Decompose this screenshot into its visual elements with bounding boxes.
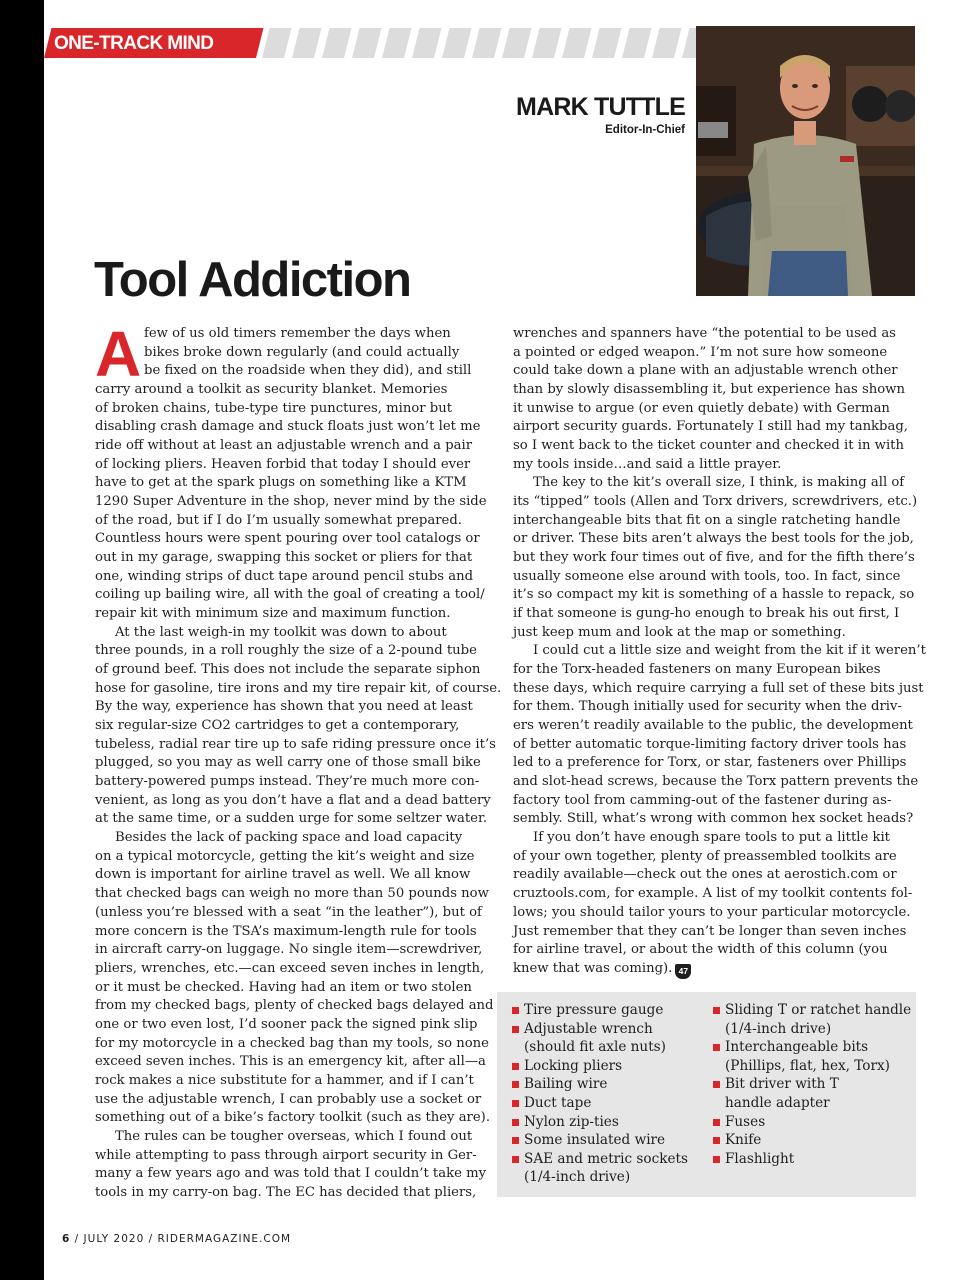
text-line-content: of locking pliers. Heaven forbid that today I should ever: [95, 456, 471, 472]
text-line-content: so I went back to the ticket counter and checked it in with: [513, 438, 904, 454]
text-line: [95, 381, 481, 400]
toolkit-item-label: Knife: [725, 1132, 762, 1149]
text-line: [95, 530, 481, 549]
toolkit-item-detail: (Phillips, flat, hex, Torx): [725, 1057, 890, 1074]
article-column-right: [513, 325, 926, 979]
text-line: [513, 904, 911, 923]
text-line: [95, 418, 481, 437]
text-line: [513, 586, 915, 605]
text-line-content: (unless you’re blessed with a seat “in the leather”), but of: [95, 904, 482, 920]
text-line: [513, 923, 907, 942]
toolkit-item: [512, 1150, 707, 1187]
interstate-shield-icon: 47: [675, 964, 691, 979]
text-line: [95, 605, 481, 624]
text-line-content: ers weren’t readily available to the public, the development: [513, 718, 913, 734]
text-line: [513, 418, 908, 437]
text-line-content: these days, which require carrying a full set of these bits just: [513, 680, 924, 696]
text-line-content: of better automatic torque-limiting factory driver tools has: [513, 736, 907, 752]
text-line-content: if that someone is gung-ho enough to break his out first, I: [513, 606, 900, 622]
toolkit-item: [713, 1038, 913, 1075]
text-line-content: something out of a bike’s factory toolkit (such as they are).: [95, 1110, 491, 1126]
text-line-content: from my checked bags, plenty of checked bags delayed and: [95, 998, 494, 1014]
text-line: [513, 605, 899, 624]
text-line: [513, 866, 899, 885]
text-line: [95, 661, 481, 680]
text-line: [95, 642, 481, 661]
footer-separator: /: [148, 1233, 158, 1245]
text-line-content: more concern is the TSA’s maximum-length rule for tools: [95, 923, 477, 939]
toolkit-item-label: Tire pressure gauge: [524, 1002, 664, 1018]
page-footer: [62, 1233, 291, 1245]
author-photo: [696, 26, 915, 296]
text-line: [95, 792, 491, 811]
toolkit-item: [713, 1150, 913, 1169]
text-line: [95, 1109, 491, 1128]
text-line-content: wrenches and spanners have “the potential to be used as: [513, 326, 896, 341]
text-line: [513, 717, 913, 736]
text-line: [513, 568, 899, 587]
text-line-content: but they work four times out of five, and for the fifth there’s: [513, 550, 915, 566]
text-line: [95, 1147, 481, 1166]
text-line-content: The key to the kit’s overall size, I think, is making all of: [533, 475, 905, 491]
text-line-content: bikes broke down regularly (and could actually: [144, 344, 460, 360]
text-line: [95, 1128, 481, 1147]
text-line: [95, 829, 481, 848]
text-line: [513, 549, 915, 568]
text-line-content: for my motorcycle in a checked bag than my tools, so none: [95, 1035, 489, 1051]
text-line: [95, 1165, 487, 1184]
section-label: ONE-TRACK MIND: [54, 33, 214, 54]
toolkit-item-detail: (1/4-inch drive): [524, 1169, 631, 1186]
toolkit-item-detail: (should fit axle nuts): [524, 1039, 666, 1056]
text-line-content: be fixed on the roadside when they did), and still: [144, 363, 472, 379]
footer-separator: /: [74, 1233, 84, 1245]
text-line: [95, 885, 489, 904]
text-line: [513, 344, 899, 363]
toolkit-item-label: Duct tape: [524, 1094, 592, 1111]
toolkit-item-label: Bailing wire: [524, 1076, 608, 1093]
text-line-content: that checked bags can weigh no more than 50 pounds now: [95, 886, 489, 902]
text-line: [513, 736, 907, 755]
text-line-content: readily available—check out the ones at aerostich.com or: [513, 867, 897, 883]
text-line: [513, 362, 899, 381]
toolkit-item: [713, 1001, 913, 1038]
text-line: [513, 773, 919, 792]
toolkit-item: [512, 1094, 707, 1113]
text-line-content: for airline travel, or about the width of this column (you: [513, 942, 888, 958]
toolkit-item: [512, 1131, 707, 1150]
text-line-content: its “tipped” tools (Allen and Torx drivers, screwdrivers, etc.): [513, 494, 918, 510]
banner-stripes: [262, 28, 705, 58]
text-line: [95, 997, 494, 1016]
text-line: [95, 344, 481, 363]
text-line: [95, 810, 488, 829]
page-number: 6: [62, 1233, 71, 1245]
text-line: [95, 848, 481, 867]
toolkit-item: [512, 1057, 707, 1076]
toolkit-item: [512, 1113, 707, 1132]
text-line-content: Just remember that they can’t be longer than seven inches: [513, 923, 907, 939]
text-line-content: I could cut a little size and weight from the kit if it weren’t: [533, 643, 926, 659]
text-line-content: coiling up bailing wire, all with the goal of creating a tool/: [95, 587, 485, 603]
text-line-content: it unwise to argue (or even quietly debate) with German: [513, 400, 890, 416]
text-line-content: rock makes a nice substitute for a hammer, and if I can’t: [95, 1072, 474, 1088]
text-line-content: few of us old timers remember the days when: [144, 326, 451, 341]
toolkit-item: [713, 1075, 913, 1112]
text-line-content: of the road, but if I do I’m usually somewhat prepared.: [95, 512, 462, 528]
article-title: Tool Addiction: [94, 253, 411, 307]
toolkit-item: [713, 1113, 913, 1132]
text-line-content: exceed seven inches. This is an emergency kit, after all—a: [95, 1054, 486, 1070]
text-line-content: interchangeable bits that fit on a single ratcheting handle: [513, 512, 901, 528]
text-line: [513, 493, 918, 512]
page-spine: [0, 0, 44, 1280]
text-line: [513, 810, 914, 829]
text-line: [95, 736, 496, 755]
text-line-content: out in my garage, swapping this socket or pliers for that: [95, 550, 473, 566]
author-photo-illustration: [696, 26, 915, 296]
text-line: [95, 568, 481, 587]
text-line: [513, 792, 899, 811]
text-line: [513, 754, 907, 773]
text-line-content: cruztools.com, for example. A list of my toolkit contents fol-: [513, 886, 913, 902]
text-line: [513, 829, 899, 848]
text-line-content: a pointed or edged weapon.” I’m not sure how someone: [513, 344, 888, 360]
text-line-content: usually someone else around with tools, too. In fact, since: [513, 568, 901, 584]
text-line-content: or it must be checked. Having had an item or two stolen: [95, 979, 472, 995]
text-line: [513, 530, 914, 549]
toolkit-item-label: Interchangeable bits: [725, 1039, 869, 1056]
text-line-content: just keep mum and look at the map or something.: [513, 624, 846, 640]
author-name: MARK TUTTLE: [516, 93, 685, 121]
text-line: [95, 754, 481, 773]
text-line: [95, 1072, 481, 1091]
text-line-content: factory tool from camming-out of the fastener during as-: [513, 792, 892, 808]
text-line-content: for them. Though initially used for security when the driv-: [513, 699, 902, 715]
text-line: [513, 512, 899, 531]
text-line-content: knew that was coming).: [513, 960, 673, 976]
text-line: [95, 923, 481, 942]
text-line: [95, 456, 481, 475]
text-line-content: of broken chains, tube-type tire punctures, minor but: [95, 400, 453, 416]
text-line-content: The rules can be tougher overseas, which I found out: [115, 1128, 473, 1144]
toolkit-item-label: Flashlight: [725, 1150, 795, 1167]
text-line: [95, 1035, 489, 1054]
text-line: [95, 866, 481, 885]
text-line: [513, 661, 899, 680]
text-line: [513, 456, 899, 475]
text-line: [513, 381, 905, 400]
text-line: [513, 885, 913, 904]
text-line: [95, 437, 481, 456]
text-line-content: six regular-size CO2 cartridges to get a contemporary,: [95, 718, 460, 734]
toolkit-item-label: Fuses: [725, 1113, 766, 1130]
text-line-content: hose for gasoline, tire irons and my tire repair kit, of course.: [95, 680, 502, 696]
text-line: [95, 549, 481, 568]
drop-cap: A: [95, 318, 142, 390]
text-line-content: for the Torx-headed fasteners on many European bikes: [513, 662, 881, 678]
toolkit-item: [512, 1020, 707, 1057]
toolkit-item-detail: handle adapter: [725, 1094, 830, 1111]
text-line: [95, 698, 481, 717]
text-line-content: repair kit with minimum size and maximum function.: [95, 606, 451, 622]
text-line: [513, 325, 899, 344]
issue-date: JULY 2020: [83, 1233, 145, 1245]
text-line-content: in aircraft carry-on luggage. No single item—screwdriver,: [95, 942, 483, 958]
text-line: [95, 1184, 481, 1203]
text-line: [95, 717, 481, 736]
text-line-content: one, winding strips of duct tape around pencil stubs and: [95, 568, 474, 584]
text-line: [513, 400, 899, 419]
text-line: [95, 325, 481, 344]
text-line-content: If you don’t have enough spare tools to put a little kit: [533, 830, 890, 846]
text-line-content: on a typical motorcycle, getting the kit’s weight and size: [95, 848, 475, 864]
text-line: [95, 512, 481, 531]
website-url: RIDERMAGAZINE.COM: [157, 1233, 292, 1245]
text-line-content: have to get at the spark plugs on something like a KTM: [95, 475, 467, 491]
text-line-content: led to a preference for Torx, or star, fasteners over Phillips: [513, 755, 907, 771]
toolkit-item-label: Some insulated wire: [524, 1132, 666, 1149]
text-line-content: plugged, so you may as well carry one of those small bike: [95, 755, 481, 771]
article-column-left: [95, 318, 502, 1203]
text-line-content: of ground beef. This does not include the separate siphon: [95, 662, 481, 678]
toolkit-item-label: Sliding T or ratchet handle: [725, 1002, 912, 1018]
text-line-content: carry around a toolkit as security blanket. Memories: [95, 382, 448, 398]
text-line-content: many a few years ago and was told that I couldn’t take my: [95, 1166, 487, 1182]
toolkit-item-label: Adjustable wrench: [524, 1020, 653, 1037]
text-line-content: and slot-head screws, because the Torx pattern prevents the: [513, 774, 919, 790]
text-line-content: ride off without at least an adjustable wrench and a pair: [95, 438, 473, 454]
text-line: [513, 960, 899, 979]
text-line-content: pliers, wrenches, etc.—can exceed seven inches in length,: [95, 960, 485, 976]
text-line: [95, 624, 481, 643]
text-line: [95, 362, 481, 381]
text-line-content: 1290 Super Adventure in the shop, never mind by the side: [95, 494, 487, 510]
text-line-content: tools in my carry-on bag. The EC has decided that pliers,: [95, 1184, 477, 1200]
text-line-content: three pounds, in a roll roughly the size of a 2-pound tube: [95, 643, 477, 659]
toolkit-item: [512, 1001, 707, 1020]
text-line: [95, 1091, 481, 1110]
toolkit-item: [512, 1075, 707, 1094]
text-line: [95, 1016, 481, 1035]
text-line: [95, 773, 481, 792]
text-line: [513, 437, 904, 456]
toolkit-item-label: Locking pliers: [524, 1057, 623, 1074]
text-line: [95, 960, 485, 979]
text-line-content: could take down a plane with an adjustable wrench other: [513, 363, 898, 379]
text-line: [513, 474, 905, 493]
text-line-content: Countless hours were spent pouring over tool catalogs or: [95, 531, 480, 547]
text-line-content: it’s so compact my kit is something of a hassle to repack, so: [513, 587, 915, 603]
toolkit-item-label: Nylon zip-ties: [524, 1113, 619, 1130]
toolkit-item: [713, 1131, 913, 1150]
text-line-content: Besides the lack of packing space and load capacity: [115, 830, 463, 846]
text-line: [513, 698, 902, 717]
text-line-content: battery-powered pumps instead. They’re much more con-: [95, 774, 480, 790]
text-line-content: down is important for airline travel as well. We all know: [95, 867, 471, 883]
toolkit-item-label: SAE and metric sockets: [524, 1150, 688, 1167]
text-line: [513, 848, 899, 867]
toolkit-list-left: [512, 1001, 707, 1187]
text-line: [513, 941, 899, 960]
text-line: [513, 624, 899, 643]
text-line: [95, 400, 481, 419]
text-line-content: venient, as long as you don’t have a flat and a dead battery: [95, 792, 491, 808]
toolkit-list-right: [713, 1001, 913, 1168]
text-line-content: tubeless, radial rear tire up to safe riding pressure once it’s: [95, 736, 496, 752]
author-title: Editor-In-Chief: [605, 124, 685, 136]
text-line: [95, 941, 481, 960]
text-line-content: use the adjustable wrench, I can probably use a socket or: [95, 1091, 482, 1107]
text-line: [95, 904, 481, 923]
text-line: [95, 680, 502, 699]
text-line-content: while attempting to pass through airport security in Ger-: [95, 1147, 477, 1163]
text-line-content: at the same time, or a sudden urge for some seltzer water.: [95, 811, 488, 827]
toolkit-item-detail: (1/4-inch drive): [725, 1020, 832, 1037]
text-line-content: of your own together, plenty of preassembled toolkits are: [513, 848, 897, 864]
toolkit-item-label: Bit driver with T: [725, 1076, 839, 1093]
text-line-content: disabling crash damage and stuck floats just won’t let me: [95, 419, 481, 435]
text-line-content: At the last weigh-in my toolkit was down to about: [115, 624, 447, 640]
text-line: [95, 979, 481, 998]
text-line: [513, 642, 926, 661]
text-line: [95, 474, 481, 493]
text-line-content: lows; you should tailor yours to your particular motorcycle.: [513, 904, 911, 920]
text-line: [513, 680, 924, 699]
text-line-content: airport security guards. Fortunately I still had my tankbag,: [513, 419, 908, 435]
text-line-content: one or two even lost, I’d sooner pack the signed pink slip: [95, 1016, 478, 1032]
text-line-content: By the way, experience has shown that you need at least: [95, 699, 473, 715]
text-line-content: or driver. These bits aren’t always the best tools for the job,: [513, 531, 914, 547]
text-line: [95, 493, 487, 512]
text-line-content: sembly. Still, what’s wrong with common hex socket heads?: [513, 811, 914, 827]
text-line-content: my tools inside…and said a little prayer.: [513, 456, 782, 472]
text-line-content: than by slowly disassembling it, but experience has shown: [513, 382, 905, 398]
text-line: [95, 586, 485, 605]
text-line: [95, 1053, 486, 1072]
